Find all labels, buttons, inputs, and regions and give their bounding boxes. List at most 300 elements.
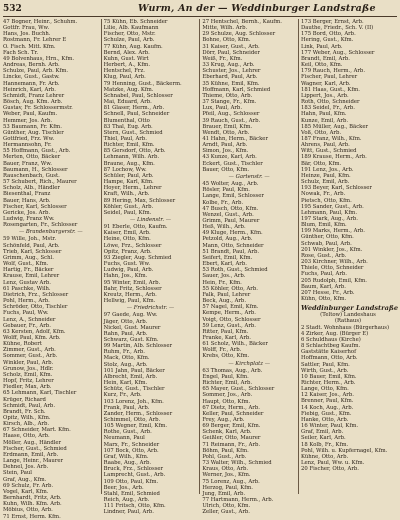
- directory-entry: 109 Otto, Paul, Kfm.: [103, 478, 159, 485]
- directory-entry: Schütz, Gust., Tischler: [103, 386, 165, 393]
- directory-entry: Fischer, Otto, Mstr.: [103, 31, 156, 38]
- directory-entry: 203 Kirchner, Wilh., Arb.: [301, 259, 368, 266]
- directory-entry: Krebs, Otto, Kfm.: [202, 353, 250, 360]
- directory-entry: Pfeil, Aug., Schlosser: [202, 111, 260, 118]
- directory-entry: 59 Wille, Joh., Mstr.: [3, 236, 57, 243]
- directory-entry: Jäger, Otto, Arb.: [103, 318, 148, 325]
- directory-entry: Roth, Otto, Schneider: [301, 99, 360, 106]
- directory-entry: Kuhn, Wilh. Kfm. Arb.: [3, 501, 62, 508]
- directory-entry: Schulze, Paul, Arb.: [103, 37, 155, 44]
- column-4: [298, 19, 397, 494]
- directory-entry: Kühne, Robert: [3, 341, 42, 348]
- directory-entry: Kunze, Emil, Arb.: [301, 117, 349, 124]
- directory-entry: Ruhm, Fr., Arb.: [103, 349, 145, 356]
- directory-entry: 185 Müller, Aug., Bäcker: [301, 123, 369, 130]
- directory-entry: 29 Schulze, Aug. Schlosser: [202, 31, 276, 38]
- directory-entry: Beer, Jos., Arb.: [103, 484, 144, 491]
- directory-entry: Hampe, Karl, Kfm.: [103, 179, 154, 186]
- directory-entry: Gustav, Fr. Schlossermstr.: [3, 105, 73, 112]
- directory-entry: Blum, Emil, Kfm.: [301, 222, 347, 229]
- directory-entry: Biesenthal, Franz: [3, 191, 51, 198]
- directory-entry: Rostmann, Fr. Lehrer E: [3, 37, 67, 44]
- directory-entry: 41 Hahn, Herm., Bäcker: [202, 135, 268, 142]
- directory-entry: Bösch, Aug. Kfm. Arb.: [3, 99, 63, 106]
- directory-entry: 12 Kaiser, Jos., Arb.: [301, 392, 354, 399]
- directory-entry: 71 Ernst, Herm. Kfm.: [3, 513, 61, 520]
- directory-entry: 187 Franz, Wilh., Kfm.: [301, 135, 362, 142]
- directory-entry: Hein, Karl, Kfm.: [103, 380, 148, 387]
- directory-entry: Ludwig, Franz Ww.: [3, 216, 55, 222]
- column-3: [199, 19, 298, 516]
- directory-entry: Hering, Gust., Kfm.: [301, 37, 354, 44]
- directory-entry: Trieb, Karl, Schlosser: [3, 248, 62, 255]
- directory-entry: Kühn, Otto, Kfm.: [301, 296, 347, 303]
- directory-entry: Eckert, Gust., Tischler: [202, 160, 263, 167]
- directory-entry: Schulz, Emil, Arb.: [301, 179, 350, 186]
- directory-entry: Bauer, Hans, Arb.: [3, 197, 51, 204]
- directory-entry: Fischer, Karl, Schlosser: [3, 203, 67, 210]
- directory-entry: 75 Kühn, Eb. Schneider: [103, 19, 168, 25]
- directory-entry: 201 Winkler, Jos., Kfm.: [301, 246, 363, 253]
- directory-entry: Thieme, Otto, Arb.: [202, 92, 253, 99]
- directory-entry: Zander, Herm., Schlosser: [103, 410, 173, 417]
- directory-entry: Rosengarten, Fr., Schlosser: [3, 222, 78, 229]
- directory-entry: 173 Berger, Ernst, Arb.: [301, 19, 364, 25]
- directory-entry: Mann, Otto, Schneider: [202, 242, 264, 249]
- directory-entry: Löwe, Frz., Schlosser: [103, 242, 162, 249]
- directory-entry: Haase, Otto, Arb.: [3, 433, 50, 440]
- directory-entry: Hoffmann, Karl, Schmied: [202, 86, 271, 93]
- directory-entry: 55 Köhler, Otto, Arb.: [202, 285, 258, 292]
- directory-entry: Sattler, Paul, Kfm.: [301, 361, 350, 368]
- directory-entry: Dehnel, Jos. Arb.: [3, 464, 49, 471]
- directory-entry: Seidel, Paul, Kfm.: [103, 209, 152, 216]
- directory-entry: 197 Stark, Aug., Arb.: [301, 216, 358, 222]
- directory-entry: 77 Kühn, Aug. Kaufm.: [103, 43, 163, 50]
- directory-entry: Voigt, Otto, Schlosser: [202, 316, 261, 323]
- directory-entry: Bohne, Otto, Kfm.: [202, 37, 251, 44]
- directory-entry: Fuchs, Paul, Ww.: [3, 310, 49, 317]
- directory-entry: Lenz, Paul, Ww. u. Kfm.: [301, 460, 365, 467]
- directory-entry: Albrecht, Emil, Arb.: [103, 373, 158, 380]
- directory-entry: 33 Krug, Aug., Arb.: [202, 62, 255, 69]
- directory-entry: Schmidt, Franz Lehrer: [3, 92, 65, 99]
- directory-entry: 75 Lorenz, Aug., Arb.: [202, 478, 260, 485]
- directory-entry: 69 Berger, Emil, Kfm.: [202, 423, 261, 430]
- directory-entry: Winkler, Paul, Arb.: [3, 359, 54, 366]
- directory-entry: 47 Bogner, Heinr., Schuhm.: [3, 19, 78, 25]
- directory-entry: Beck, Aug., Arb.: [202, 298, 247, 305]
- directory-entry: 39 Rauch, Gust., Arb.: [202, 117, 261, 124]
- directory-entry: Jung, Emil, Arb.: [202, 490, 246, 497]
- directory-entry: 49 Bolvenhaus, Hrn., Kfm.: [3, 55, 75, 62]
- directory-entry: Frey, Aug., Arb.: [202, 417, 245, 423]
- column-4-bottom: [301, 325, 395, 473]
- directory-entry: Kuhn, Gust. Wirt: [103, 55, 149, 62]
- directory-entry: Rösler, Paul, Kfm.: [202, 187, 250, 194]
- directory-entry: Petzold, Aug., Arb.: [202, 236, 253, 243]
- directory-entry: Graf, Emil, Arb.: [301, 429, 344, 436]
- directory-entry: Brauer, Emil, Kfm.: [202, 123, 253, 130]
- directory-entry: Bär, Otto, Kfm.: [301, 160, 342, 167]
- running-head: Wurm, An der — Weddinburger Landstraße: [138, 3, 376, 14]
- directory-entry: Keller, Paul, Schneider: [202, 410, 264, 417]
- directory-entry: Pohl, Herm., Arb.: [3, 298, 50, 305]
- directory-entry: 99 Martin, Alb. Schlosser: [103, 343, 173, 350]
- directory-entry: Opitz, Franz, Arb.: [103, 248, 152, 255]
- directory-entry: Günther, Otto, Kfm.: [301, 234, 354, 241]
- directory-entry: 51 Brandt, Paul, Arb.: [202, 248, 260, 255]
- directory-entry: 107 Bock, Otto, Arb.: [103, 447, 159, 454]
- directory-entry: Fiebig, Gust., Kfm.: [301, 410, 352, 417]
- directory-entry: Mitte, Wilh. Arb.: [202, 25, 248, 32]
- directory-entry: Braune, Aug., Kfm.: [103, 160, 155, 167]
- directory-entry: Lamprecht, Gust., Arb.: [103, 472, 166, 479]
- directory-entry: Wolf, Gust., Kfm.: [3, 261, 49, 268]
- directory-entry: Klug, Paul, Arb.: [103, 74, 146, 81]
- directory-entry: Gottfried, Frz. Ww.: [3, 135, 55, 142]
- directory-entry: 81 Glaser, Herm., Arb.: [103, 105, 165, 112]
- directory-entry: Pohl, Gust., Arb.: [202, 453, 247, 460]
- directory-entry: Rothe, Gust., Arb.: [103, 429, 152, 436]
- directory-entry: Gottfr. Frau, Ww.: [3, 25, 50, 32]
- directory-entry: Brandt, Fr. Sch.: [3, 408, 46, 415]
- directory-entry: 47 Busch, Otto, Kfm.: [202, 205, 259, 212]
- cross-street-divider: — Brandenburgerstr. —: [18, 229, 83, 236]
- directory-entry: Kolbe, Fr., Arb.: [202, 199, 244, 206]
- directory-entry: Grimm, Paul, Maurer: [202, 218, 260, 224]
- directory-entry: O. Fisch. Mitt. Kfm.: [3, 43, 56, 50]
- directory-entry: Schwab, Paul, Arb.: [301, 240, 352, 247]
- directory-entry: Fach Sch. Tr.: [3, 49, 39, 56]
- directory-entry: Vogel, Karl, Kfm.: [3, 488, 49, 495]
- directory-entry: Baum, Karl, Arb.: [301, 283, 346, 290]
- directory-entry: Scholz, Emil, Kfm.: [3, 371, 53, 378]
- directory-entry: Stahl, Emil, Schmied: [103, 490, 160, 497]
- directory-entry: Dietrich, Frz., Schlosser: [3, 291, 69, 298]
- directory-entry: Bernd, Alex. Arb.: [103, 49, 150, 56]
- cross-street-divider: — Kirchplatz —: [228, 360, 270, 367]
- directory-entry: Neumann, Paul: [103, 435, 145, 442]
- directory-entry: Schröder, Otto, Tischler: [3, 304, 68, 311]
- directory-entry: Richter, Emil, Arb.: [202, 380, 253, 387]
- directory-entry: 91 Eberle, Otto, Kaufm.: [103, 224, 168, 231]
- directory-entry: Schnabel, Paul, Schlosser: [103, 92, 173, 99]
- directory-entry: Schulze, Paul, Arb. Kfm.: [3, 68, 69, 75]
- directory-entry: Erdmann, Emil, Arb.: [3, 451, 59, 458]
- columns: [3, 19, 399, 520]
- directory-entry: 20 Fischer, Otto, Arb.: [301, 466, 359, 473]
- directory-entry: Reich, Aug., Arb.: [103, 497, 150, 504]
- directory-entry: 61 Paschke, Wilh.: [3, 285, 51, 292]
- directory-entry: 77 Hartmann, Herm., Arb.: [202, 497, 274, 504]
- directory-entry: Rahn, Paul, Arb.: [103, 330, 148, 337]
- directory-entry: 205 Rudolph, Emil, Kfm.: [301, 277, 367, 284]
- directory-entry: Sauer, Jos., Arb.: [202, 273, 246, 280]
- directory-entry: 67 Schneider, Mart. Kfm.: [3, 427, 71, 434]
- column-2: [101, 19, 200, 516]
- directory-entry: 63 Thomas, Aug., Arb.: [202, 367, 263, 374]
- directory-entry: Voß, Otto, Arb.: [301, 129, 342, 136]
- directory-entry: Geißler, Otto, Maurer: [202, 435, 261, 442]
- directory-entry: Hans, Jos. Buchh.: [3, 31, 51, 38]
- directory-entry: 191 Lenz, Jos., Arb.: [301, 166, 354, 173]
- directory-entry: Schönfeld, Paul, Arb.: [3, 242, 60, 249]
- directory-entry: Lange, Heinr., Maurer: [3, 458, 64, 465]
- directory-entry: Witt, Gust., Schmied: [301, 148, 357, 155]
- directory-entry: Graf, Aug., Kfm.: [3, 476, 47, 483]
- directory-entry: Ahrens, Paul, Arb.: [301, 142, 350, 149]
- directory-entry: Möller, Aug., Händler: [3, 439, 62, 446]
- directory-entry: 179 Rauch, Herm., Arb.: [301, 68, 366, 75]
- directory-entry: Falk, Paul, Lehrer: [202, 291, 251, 298]
- cross-street-divider: — Gartenstr. —: [228, 173, 270, 180]
- directory-entry: Hahn, Jos., Kfm.: [103, 273, 148, 280]
- directory-entry: Marx, Fr., Schneider: [103, 441, 160, 448]
- directory-entry: Kraft, Wilh., Arb.: [103, 191, 150, 198]
- directory-entry: 59 Lenz, Gust., Arb.: [202, 322, 256, 329]
- directory-entry: Graf, Wilh., Kfm.: [103, 453, 149, 460]
- directory-entry: Richter, Emil, Kfm.: [103, 142, 155, 149]
- directory-entry: 73 Walter, Wilh., Schmied: [202, 460, 272, 467]
- directory-entry: 181 Haas, Gust., Kfm.: [301, 86, 360, 93]
- directory-entry: 18 Kolb, Fr., Kfm.: [301, 441, 349, 448]
- directory-entry: Pietsch, Otto, Kfm.: [301, 197, 352, 204]
- directory-entry: 16 Winter, Paul, Kfm.: [301, 423, 359, 430]
- directory-entry: Hoyer, Herm., Lehrer: [103, 185, 162, 192]
- directory-entry: Hartig, Fr., Bäcker: [3, 267, 54, 274]
- directory-entry: Thiel, Paul, Arb.: [103, 135, 147, 142]
- directory-entry: 101 Jahn, Paul, Bäcker: [103, 367, 165, 374]
- directory-entry: Nowak, Fr., Arb.: [301, 191, 346, 198]
- directory-entry: Ulrich, Otto, Kfm.: [202, 503, 251, 510]
- directory-entry: Werner, Jos., Kfm.: [202, 472, 251, 479]
- directory-entry: Keil, Otto, Kfm.: [301, 62, 343, 69]
- directory-entry: 53 Baumann, Fr. Kfm.: [3, 123, 62, 130]
- directory-entry: Gaststätte Kaiserhof: [301, 349, 357, 356]
- directory-entry: Kaiser, Emil, Arb.: [103, 230, 151, 237]
- directory-entry: Bruck, Frz., Schlosser: [103, 466, 164, 473]
- directory-entry: Kreutz, Herm., Arb.: [103, 291, 157, 298]
- directory-entry: Bernhardt, Fritz, Arb.: [3, 495, 62, 502]
- directory-entry: 189 Krause, Herm., Arb.: [301, 154, 367, 161]
- directory-entry: Schwarz, Gust. Kfm.: [103, 336, 159, 343]
- directory-entry: Link, Paul, Arb.: [301, 43, 343, 50]
- directory-entry: Krüger, Richard: [3, 396, 46, 403]
- directory-entry: 97 Gaede, Aug. Ww.: [103, 312, 158, 319]
- directory-entry: Bauer, Franz, Ww.: [3, 160, 52, 167]
- directory-entry: Thiele, Otto, Schneider: [301, 265, 364, 272]
- page-number: 532: [3, 4, 22, 14]
- directory-entry: Rauschenbach, Gust.: [3, 172, 60, 179]
- directory-entry: Möbius, Otto, Arb.: [3, 507, 53, 514]
- column-1: [3, 19, 101, 520]
- directory-entry: Zeller, Gust., Arb.: [202, 509, 250, 516]
- directory-entry: 67 Dietz, Herm., Arb.: [202, 404, 260, 411]
- directory-entry: 37 Stange, Fr., Kfm.: [202, 99, 257, 106]
- directory-entry: 93 Ziegler, Aug. Schmied: [103, 254, 172, 261]
- directory-entry: Lux, Paul, Arb.: [202, 105, 243, 112]
- directory-entry: Hahn, Paul, Kfm.: [301, 111, 347, 118]
- directory-entry: Raabe, Aug., Arb.: [103, 460, 152, 467]
- directory-entry: Opitz, Wilh., Kfm.: [3, 415, 51, 421]
- directory-entry: Gebauer, Fr., Arb.: [3, 322, 51, 329]
- directory-entry: 43 Kunze, Karl, Arb.: [202, 154, 257, 161]
- directory-entry: 199 Marks, Herm., Arb.: [301, 228, 365, 235]
- directory-entry: Seifert, Emil, Kfm.: [202, 254, 253, 261]
- directory-entry: 63 Kersten, Adolf, Kfm.: [3, 328, 66, 335]
- directory-entry: 193 Beyer, Karl, Schlosser: [301, 185, 372, 192]
- directory-entry: Lange, Otto, Kfm.: [301, 386, 349, 393]
- directory-entry: 61 Scholz, Wilh., Bäcker: [202, 341, 268, 348]
- cross-street-divider: — Friedrichstr. —: [126, 305, 175, 312]
- directory-entry: Herbert, A., Kfm.: [103, 62, 150, 69]
- directory-entry: Mack, Otto, Kfm.: [103, 355, 150, 362]
- directory-entry: Seiler, Karl, Arb.: [301, 435, 346, 442]
- directory-entry: Weber, Paul, Kaufm.: [3, 111, 58, 118]
- directory-entry: Simon, Jos., Kfm.: [202, 148, 249, 155]
- directory-entry: Fuchs, Gust. Ww.: [103, 261, 151, 268]
- directory-entry: Scholz, Alb., Händler: [3, 185, 60, 192]
- directory-entry: Gericke, Jos. Arb.: [3, 209, 51, 216]
- street-section-title: Weddinburger Landstraße: [301, 304, 399, 313]
- directory-entry: 69 Schulz, Fr. Arb.: [3, 482, 54, 489]
- directory-entry: Stolz, Aug., Arb.: [103, 361, 148, 368]
- directory-entry: Wagner, Karl, Arb.: [301, 80, 351, 87]
- directory-entry: Andreas, Bernh. Arb.: [3, 62, 60, 69]
- directory-entry: Haupt, Otto, Kfm.: [202, 398, 251, 405]
- directory-entry: Dörr, Paul, Schneider: [202, 49, 260, 56]
- directory-entry: Wolff, Paul, Kfm. Arb.: [3, 334, 61, 341]
- directory-entry: 87 Lochow, Ww.: [103, 166, 147, 173]
- directory-entry: Richter, Herm., Arb.: [301, 380, 356, 386]
- directory-entry: Schnell, Paul, Schneider: [103, 111, 170, 118]
- cross-street-divider: — Lindenstr. —: [129, 217, 171, 223]
- directory-entry: Zimmer, Gust., Arb.: [3, 347, 56, 354]
- directory-entry: Hermannsohn, Fr.: [3, 142, 52, 149]
- directory-entry: Dauthe, Friedr., Sch. V. (II): [301, 25, 374, 32]
- directory-entry: 195 Sander, Gust., Arb.: [301, 203, 364, 210]
- directory-entry: Grimm, Aug., Schl.: [3, 254, 54, 261]
- directory-entry: 57 Schubert, Rich., Maurer: [3, 179, 77, 186]
- directory-entry: Lange, Emil, Schlosser: [202, 193, 264, 200]
- directory-entry: 89 Hering, Max, Schlosser: [103, 197, 176, 204]
- directory-entry: 65 Mayer, Gust., Schlosser: [202, 386, 275, 393]
- directory-entry: 57 Nagel, Emil, Kfm.: [202, 304, 259, 311]
- directory-entry: Lehmann, Wilh. Arb.: [103, 154, 160, 161]
- directory-entry: Wirth, Gust., Arb.: [301, 367, 349, 374]
- directory-entry: Heine, Otto, Kfm.: [103, 236, 151, 243]
- directory-entry: Hellwig, Paul, Kfm.: [103, 298, 156, 305]
- directory-entry: Pohl, Wilh. u. Kupfernagel, Kfm.: [301, 447, 388, 454]
- directory-entry: 65 Lehmann, Karl, Tischler: [3, 390, 77, 397]
- directory-entry: Ludwig, Paul, Arb.: [103, 267, 154, 274]
- directory-entry: Hanke, Otto, Arb.: [301, 416, 349, 423]
- directory-entry: Schenk, Karl, Arb.: [202, 429, 252, 436]
- directory-entry: 207 Hesse, Fr., Arb.: [301, 289, 355, 296]
- directory-entry: Böhm, Paul, Kfm.: [202, 447, 249, 454]
- directory-entry: 27 Hentschel, Bernh., Kaufm.: [202, 19, 282, 25]
- directory-entry: Schmidt, Paul, Arb.: [3, 402, 55, 409]
- directory-entry: Fuchs, Paul, Arb.: [301, 271, 347, 278]
- directory-entry: 79 Henning, Gust., Bäckerm.: [103, 80, 182, 87]
- directory-entry: Sommer, Jos., Arb.: [202, 392, 253, 399]
- directory-entry: 49 Kluge, Herm., Kfm.: [202, 230, 263, 237]
- directory-entry: 31 Kaiser, Gust., Arb.: [202, 43, 260, 50]
- directory-entry: Kirsch, Alb., Arb.: [3, 421, 50, 428]
- directory-entry: 8 Schlachtbeg Kaufm.: [301, 343, 361, 350]
- directory-entry: 14 Koch, Aug., Arb.: [301, 404, 354, 411]
- directory-entry: Schuster, Jos., Lehrer: [202, 68, 261, 75]
- directory-entry: Sommer, Gust., Arb.: [3, 353, 58, 360]
- directory-entry: Hentschel, Frz.: [103, 68, 145, 75]
- directory-entry: 105 Wegner, Emil, Kfm.: [103, 423, 168, 430]
- directory-entry: Günther, Aug. Tischler: [3, 129, 64, 136]
- directory-entry: 45 Wolter, Aug., Arb.: [202, 181, 259, 188]
- directory-entry: Fiedler, Max, Arb.: [3, 384, 52, 391]
- directory-entry: Fischer, Paul, Lehrer: [301, 74, 358, 81]
- page-header: [3, 3, 397, 17]
- directory-entry: 103 Lorenz, Joh., Kfm.: [103, 398, 164, 405]
- directory-entry: Bauer, Otto, Kfm.: [202, 166, 250, 173]
- directory-entry: Kraus, Otto, Arb.: [202, 466, 249, 473]
- directory-entry: Mai, Eduard, Arb.: [103, 99, 152, 106]
- directory-entry: Kühne, Otto, Arb.: [301, 453, 349, 460]
- directory-entry: Kempe, Herm., Arb.: [202, 310, 256, 317]
- directory-entry: 10 Bauer, Emil, Kfm.: [301, 373, 357, 380]
- directory-entry: Hemmer, Jos. Arb.: [3, 117, 53, 124]
- street-section-subtitle-2: (Rathaus): [334, 318, 362, 325]
- directory-entry: Stein, Paul: [3, 470, 32, 477]
- directory-entry: Herzog, Paul, Kfm.: [202, 484, 253, 491]
- directory-entry: 4 Zirker, Aug. (Bürger E): [301, 330, 369, 337]
- directory-entry: Matzke, Aug. Kfm.: [103, 86, 154, 93]
- directory-entry: 85 Gersdorf, Otto, Arb.: [103, 148, 166, 155]
- directory-entry: Schüler, Paul, Arb.: [103, 172, 154, 179]
- directory-entry: Hoffmann, Otto, Arb.: [301, 355, 358, 362]
- directory-entry: 83 Thal, Eug. Arb.: [103, 123, 153, 130]
- directory-entry: Franke, Karl, Arb.: [202, 334, 251, 341]
- directory-entry: 6 Schuldhaus (Kirche): [301, 336, 361, 343]
- directory-entry: Eberhard, Paul, Arb.: [202, 74, 258, 81]
- directory-entry: Wolff, Fr., Arb.: [202, 347, 242, 354]
- directory-entry: Lenz, A., Schneider: [3, 316, 56, 323]
- directory-entry: Lippert, Jos., Arb.: [301, 92, 349, 99]
- directory-entry: 175 Bord, Otto, Arb.: [301, 31, 356, 38]
- directory-entry: Lincke, Gust., Gastw.: [3, 74, 60, 81]
- directory-entry: Krause, Emil, Lehrer: [3, 273, 60, 280]
- directory-entry: Ebert, Karl, Arb.: [202, 261, 247, 268]
- directory-entry: 2 Stadt. Wohnhaus (Bürgerhaus): [301, 324, 390, 331]
- directory-entry: Grunow, Jos., Hdlr.: [3, 365, 54, 372]
- directory-entry: Wenzel, Gust., Arb.: [202, 211, 254, 218]
- directory-entry: Stern, Gust., Schmied: [103, 129, 163, 136]
- column-4-top: [301, 19, 395, 302]
- directory-entry: 53 Roth, Gust., Schmied: [202, 267, 268, 274]
- directory-entry: Blumenthal, Otto: [103, 117, 150, 124]
- directory-entry: 71 Reimann, Fr., Arb.: [202, 441, 261, 448]
- directory-entry: Heinrich, Karl, Arb.: [3, 86, 56, 93]
- directory-entry: 95 Winter, Emil, Arb.: [103, 279, 161, 286]
- directory-entry: Hopf, Fritz, Lehrer: [3, 378, 54, 385]
- directory-entry: 183 Seidel, Fr., Arb.: [301, 105, 355, 112]
- directory-entry: Nickel, Gust. Maurer: [103, 324, 161, 331]
- directory-entry: Schimmel, Otto, Arb.: [103, 417, 161, 423]
- directory-entry: Weiß, Fr., Kfm.: [202, 55, 243, 62]
- directory-entry: 35 Kühne, Emil, Kfm.: [202, 80, 260, 87]
- directory-entry: Arndt, Paul, Arb.: [202, 142, 248, 149]
- directory-entry: Lindner, Paul, Arb.: [103, 509, 154, 516]
